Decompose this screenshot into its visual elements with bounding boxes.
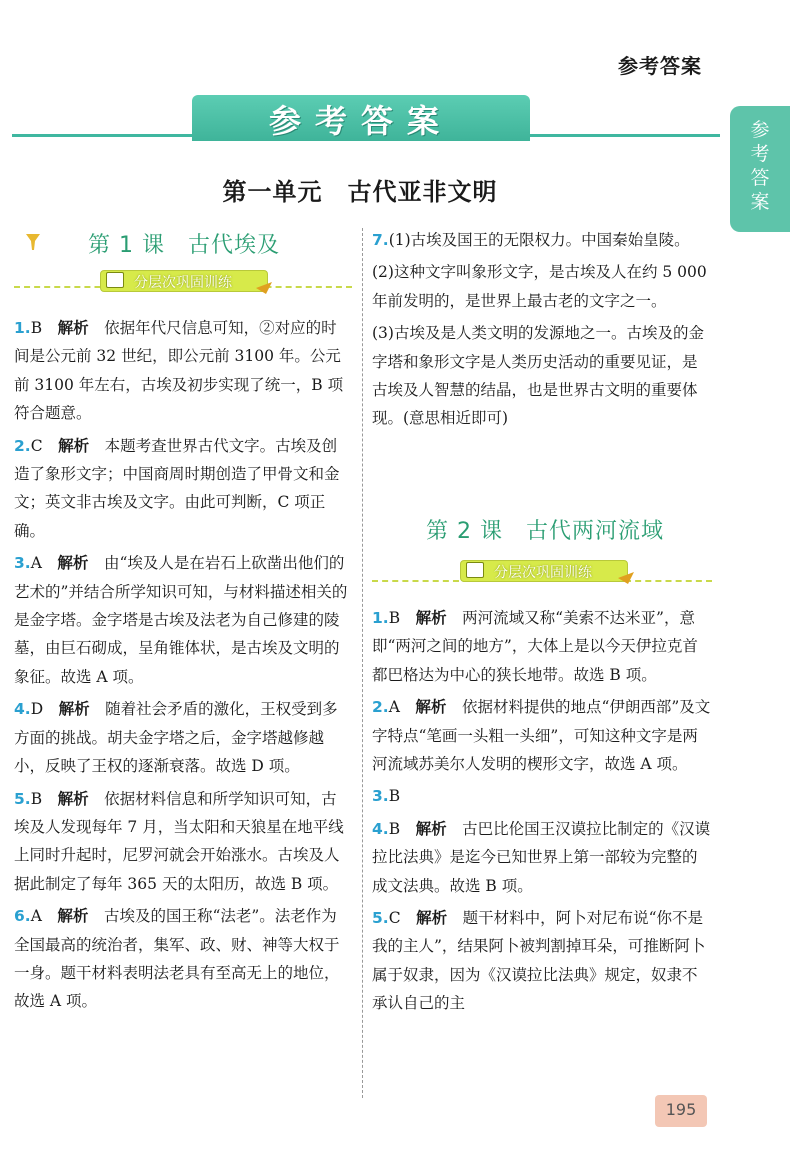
answer-number: 1. xyxy=(14,319,31,337)
analysis-label: 解析 xyxy=(415,698,447,717)
paper-plane-icon xyxy=(256,282,272,294)
answer-item xyxy=(14,785,352,899)
answer-number: 3. xyxy=(372,787,389,806)
q7-part xyxy=(372,319,712,433)
answer-explanation: 由“埃及人是在岩石上砍凿出他们的艺术的”并结合所学知识可知，与材料描述相关的是金字塔。金字塔是古埃及法老为自己修建的陵墓，由巨石砌成，呈角锥体状，是古埃及文明的象征。故选 A 项。 xyxy=(14,554,348,686)
answer-item xyxy=(14,902,352,1016)
left-answer-column xyxy=(14,314,352,1020)
answer-item xyxy=(372,693,712,778)
answer-choice: A xyxy=(30,907,42,926)
analysis-label: 解析 xyxy=(57,554,89,573)
answer-item xyxy=(14,549,352,691)
q7-part-text: (1)古埃及国王的无限权力。中国秦始皇陵。 xyxy=(388,231,690,249)
column-divider xyxy=(362,228,363,1098)
q7-part-text: (3)古埃及是人类文明的发源地之一。古埃及的金字塔和象形文字是人类历史活动的重要见证，是古埃及人智慧的结晶，也是世界古文明的重要体现。(意思相近即可) xyxy=(372,324,704,428)
lesson2-practice-label: 分层次巩固训练 xyxy=(494,565,592,581)
page-corner-title: 参考答案 xyxy=(618,54,702,78)
lesson2-title: 第 2 课 古代两河流域 xyxy=(426,519,664,544)
answer-explanation: 两河流域又称“美索不达米亚”，意即“两河之间的地方”，大体上是以今天伊拉克首都巴格达为中心的狭长地带。故选 B 项。 xyxy=(372,609,698,684)
answer-choice: B xyxy=(388,609,401,627)
analysis-label: 解析 xyxy=(58,700,90,719)
answer-item xyxy=(372,815,712,900)
answer-number: 5. xyxy=(14,789,31,808)
answer-choice: A xyxy=(388,698,400,717)
analysis-label: 解析 xyxy=(57,907,89,926)
banner-title: 参考答案 xyxy=(268,102,453,140)
analysis-label: 解析 xyxy=(415,609,447,627)
q7-part-text: (2)这种文字叫象形文字，是古埃及人在约 5 000年前发明的，是世界上最古老的文字之一。 xyxy=(372,263,707,310)
answer-number: 5. xyxy=(372,909,389,928)
book-icon xyxy=(106,272,124,288)
q7-part xyxy=(372,226,712,254)
answer-choice: A xyxy=(30,554,42,573)
analysis-label: 解析 xyxy=(57,319,89,337)
unit-title: 第一单元 古代亚非文明 xyxy=(222,177,498,206)
answer-item xyxy=(14,314,352,428)
answer-explanation: 古巴比伦国王汉谟拉比制定的《汉谟拉比法典》是迄今已知世界上第一部较为完整的成文法典。故选 B 项。 xyxy=(372,819,711,895)
answer-number: 2. xyxy=(372,698,389,717)
side-tab-label: 参考答案 xyxy=(750,119,770,213)
book-icon xyxy=(466,562,484,578)
answer-item xyxy=(372,604,712,689)
answer-choice: B xyxy=(30,789,43,808)
answer-choice: C xyxy=(388,909,401,928)
answer-number: 4. xyxy=(372,819,389,838)
answer-item xyxy=(372,782,712,810)
answer-choice: B xyxy=(388,819,401,838)
analysis-label: 解析 xyxy=(416,909,448,928)
answer-number: 4. xyxy=(14,700,31,719)
answer-explanation: 依据材料信息和所学知识可知，古埃及人发现每年 7 月，当太阳和天狼星在地平线上同时升起时，尼罗河就会开始涨水。古埃及人据此制定了每年 365 天的太阳历，故选 B 项。 xyxy=(14,789,344,893)
answer-explanation: 题干材料中，阿卜对尼布说“你不是我的主人”，结果阿卜被判割掉耳朵，可推断阿卜属于奴隶，因为《汉谟拉比法典》规定，奴隶不承认自己的主 xyxy=(372,909,706,1013)
answer-explanation: 依据材料提供的地点“伊朗西部”及文字特点“笔画一头粗一头细”，可知这种文字是两河流域苏美尔人发明的楔形文字，故选 A 项。 xyxy=(372,698,711,774)
answer-explanation: 随着社会矛盾的激化，王权受到多方面的挑战。胡夫金字塔之后，金字塔越修越小，反映了王权的逐渐衰落。故选 D 项。 xyxy=(14,700,338,776)
answer-item xyxy=(14,432,352,546)
answer-choice: D xyxy=(30,700,44,719)
answer-number: 6. xyxy=(14,907,31,926)
answer-choice: B xyxy=(388,787,401,806)
answer-explanation: 古埃及的国王称“法老”。法老作为全国最高的统治者，集军、政、财、神等大权于一身。题干材料表明法老具有至高无上的地位，故选 A 项。 xyxy=(14,907,340,1011)
answer-number: 7. xyxy=(372,231,389,249)
q7-part xyxy=(372,258,712,315)
analysis-label: 解析 xyxy=(57,789,89,808)
answer-item xyxy=(14,695,352,780)
answer-choice: C xyxy=(30,436,43,455)
analysis-label: 解析 xyxy=(58,436,90,455)
lesson1-title: 第 1 课 古代埃及 xyxy=(88,233,280,258)
bulb-icon xyxy=(24,232,42,252)
question-7-answer xyxy=(372,226,712,437)
answer-explanation: 本题考查世界古代文字。古埃及创造了象形文字；中国商周时期创造了甲骨文和金文；英文非古埃及文字。由此可判断，C 项正确。 xyxy=(14,436,340,540)
answer-number: 1. xyxy=(372,609,389,627)
answer-number: 3. xyxy=(14,554,31,573)
answer-choice: B xyxy=(30,319,43,337)
analysis-label: 解析 xyxy=(415,819,447,838)
lesson1-practice-label: 分层次巩固训练 xyxy=(134,275,232,291)
paper-plane-icon xyxy=(618,572,634,584)
answer-explanation: 依据年代尺信息可知，②对应的时间是公元前 32 世纪，即公元前 3100 年。公元前 3100 年左右，古埃及初步实现了统一，B 项符合题意。 xyxy=(14,319,344,423)
page-number: 195 xyxy=(665,1100,697,1119)
right-answer-column xyxy=(372,604,712,1022)
answer-item xyxy=(372,904,712,1018)
answer-number: 2. xyxy=(14,436,31,455)
